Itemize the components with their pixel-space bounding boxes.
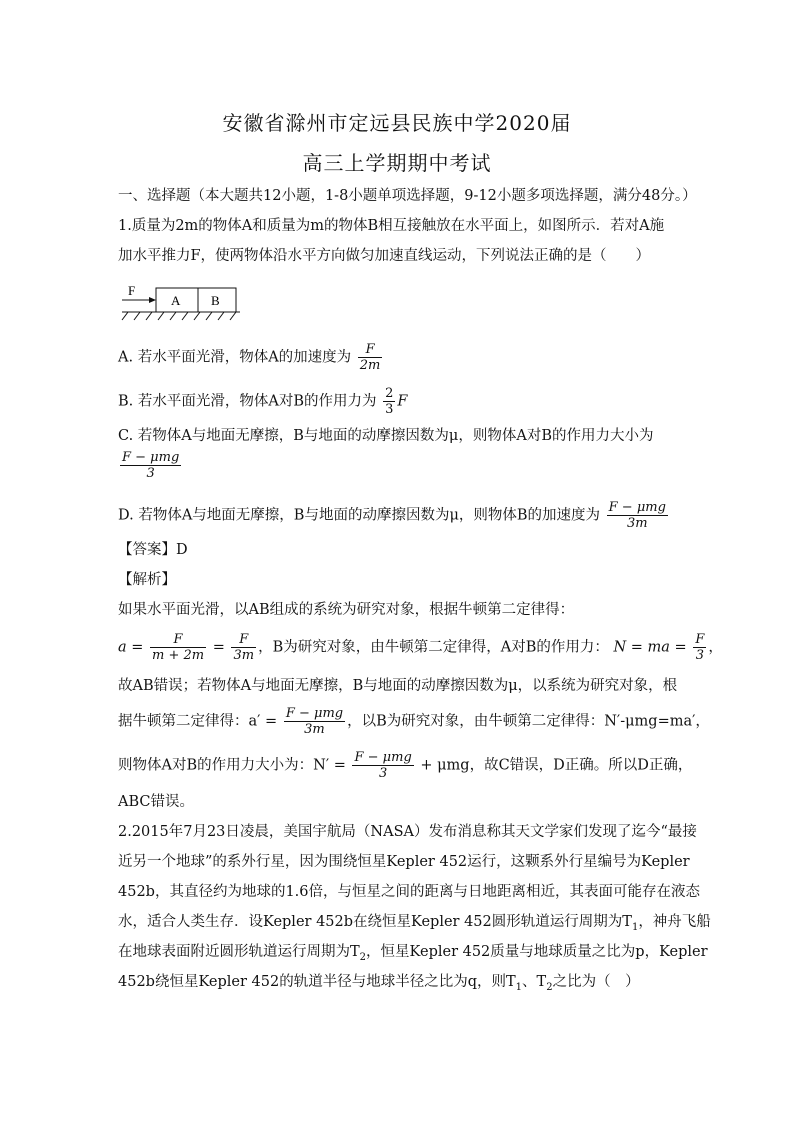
- force-label: F: [128, 283, 136, 298]
- option-d-fraction: $\frac{\text{F − μmg}}{3m}$: [608, 500, 666, 531]
- option-c-fraction: $\frac{\text{F − μmg}}{3}$: [122, 450, 180, 481]
- exam-title-line1: 安徽省滁州市定远县民族中学2020届: [222, 111, 572, 135]
- q1-stem-line2: 加水平推力F，使两物体沿水平方向做匀加速直线运动，下列说法正确的是（ ）: [118, 248, 651, 264]
- q1-option-a: [118, 342, 384, 373]
- q1-analysis-line4: 据牛顿第二定律得：a′ = $\frac{\text{F − μmg}}{3m}$ ，以B为研究对象，由牛顿第二定律得：N′-μmg=ma′，: [118, 706, 710, 737]
- analysis-fraction-3: $\frac{F}{3}$: [695, 632, 705, 663]
- q1-analysis-line1: 如果水平面光滑，以AB组成的系统为研究对象，根据牛顿第二定律得：: [118, 602, 575, 618]
- force-arrow-head: [149, 297, 156, 303]
- option-a-fraction: $\frac{F}{2m}$: [359, 342, 381, 373]
- q1-answer: 【答案】D: [118, 542, 188, 558]
- option-b-text: B. 若水平面光滑，物体A对B的作用力为: [118, 393, 377, 410]
- analysis-fraction-4: $\frac{\text{F − μmg}}{3m}$: [285, 706, 344, 737]
- q1-option-b: B. 若水平面光滑，物体A对B的作用力为 $\frac{2}{3}$ F: [118, 386, 408, 417]
- block-b-label: B: [211, 293, 220, 308]
- q1-analysis-line5: 则物体A对B的作用力大小为：N′ = $\frac{\text{F − μmg}}{3}$ + μmg，故C错误，D正确。所以D正确，: [118, 750, 693, 781]
- q1-analysis-line3: 故AB错误；若物体A与地面无摩擦，B与地面的动摩擦因数为μ，以系统为研究对象，根: [118, 678, 678, 694]
- q1-option-d: [118, 500, 670, 531]
- analysis-fraction-5: $\frac{\text{F − μmg}}{3}$: [354, 750, 412, 781]
- exam-title-line2: 高三上学期期中考试: [302, 151, 492, 175]
- q1-analysis-line2: a = $\frac{F}{m + 2m}$ = $\frac{F}{3m}$ ，B为研究对象，由牛顿第二定律得，A对B的作用力： N = ma = $\frac{F}{3}$ ，: [118, 632, 723, 663]
- analysis-fraction-1: $\frac{F}{m + 2m}$: [152, 632, 205, 663]
- section-heading: 一、选择题（本大题共12小题，1-8小题单项选择题，9-12小题多项选择题，满分48分。）: [118, 188, 697, 204]
- ground-hatching: [122, 312, 236, 320]
- option-b-fraction: $\frac{2}{3}$: [385, 386, 394, 417]
- q1-analysis-heading: 【解析】: [118, 572, 176, 588]
- q1-figure: [118, 282, 248, 328]
- q2-line3: 452b，其直径约为地球的1.6倍，与恒星之间的距离与日地距离相近，其表面可能存在液态: [118, 884, 701, 900]
- option-a-text: A. 若水平面光滑，物体A的加速度为: [118, 349, 352, 366]
- q2-line4: 水，适合人类生存．设Kepler 452b在绕恒星Kepler 452圆形轨道运行周期为$T_1$，神舟飞船: [118, 914, 711, 933]
- q1-analysis-line6: ABC错误。: [118, 794, 194, 810]
- q1-option-c: C. 若物体A与地面无摩擦，B与地面的动摩擦因数为μ，则物体A对B的作用力大小为: [118, 428, 654, 444]
- analysis-fraction-2: $\frac{F}{3m}$: [233, 632, 255, 663]
- q1-stem-line1: 1.质量为2m的物体A和质量为m的物体B相互接触放在水平面上，如图所示．若对A施: [118, 218, 665, 234]
- block-a-label: A: [171, 293, 181, 308]
- q1-option-c-formula: [118, 450, 183, 481]
- q2-line5: 在地球表面附近圆形轨道运行周期为$T_2$，恒星Kepler 452质量与地球质量之比为p，Kepler: [118, 944, 708, 963]
- option-d-text: D. 若物体A与地面无摩擦，B与地面的动摩擦因数为μ，则物体B的加速度为: [118, 507, 601, 524]
- q2-line6: 452b绕恒星Kepler 452的轨道半径与地球半径之比为q，则$T_1$、$T_2$之比为（ ）: [118, 974, 640, 993]
- q2-line1: 2.2015年7月23日凌晨，美国宇航局（NASA）发布消息称其天文学家们发现了迄今“最接: [118, 824, 697, 840]
- q2-line2: 近另一个地球”的系外行星，因为围绕恒星Kepler 452运行，这颗系外行星编号为Kepler: [118, 854, 690, 870]
